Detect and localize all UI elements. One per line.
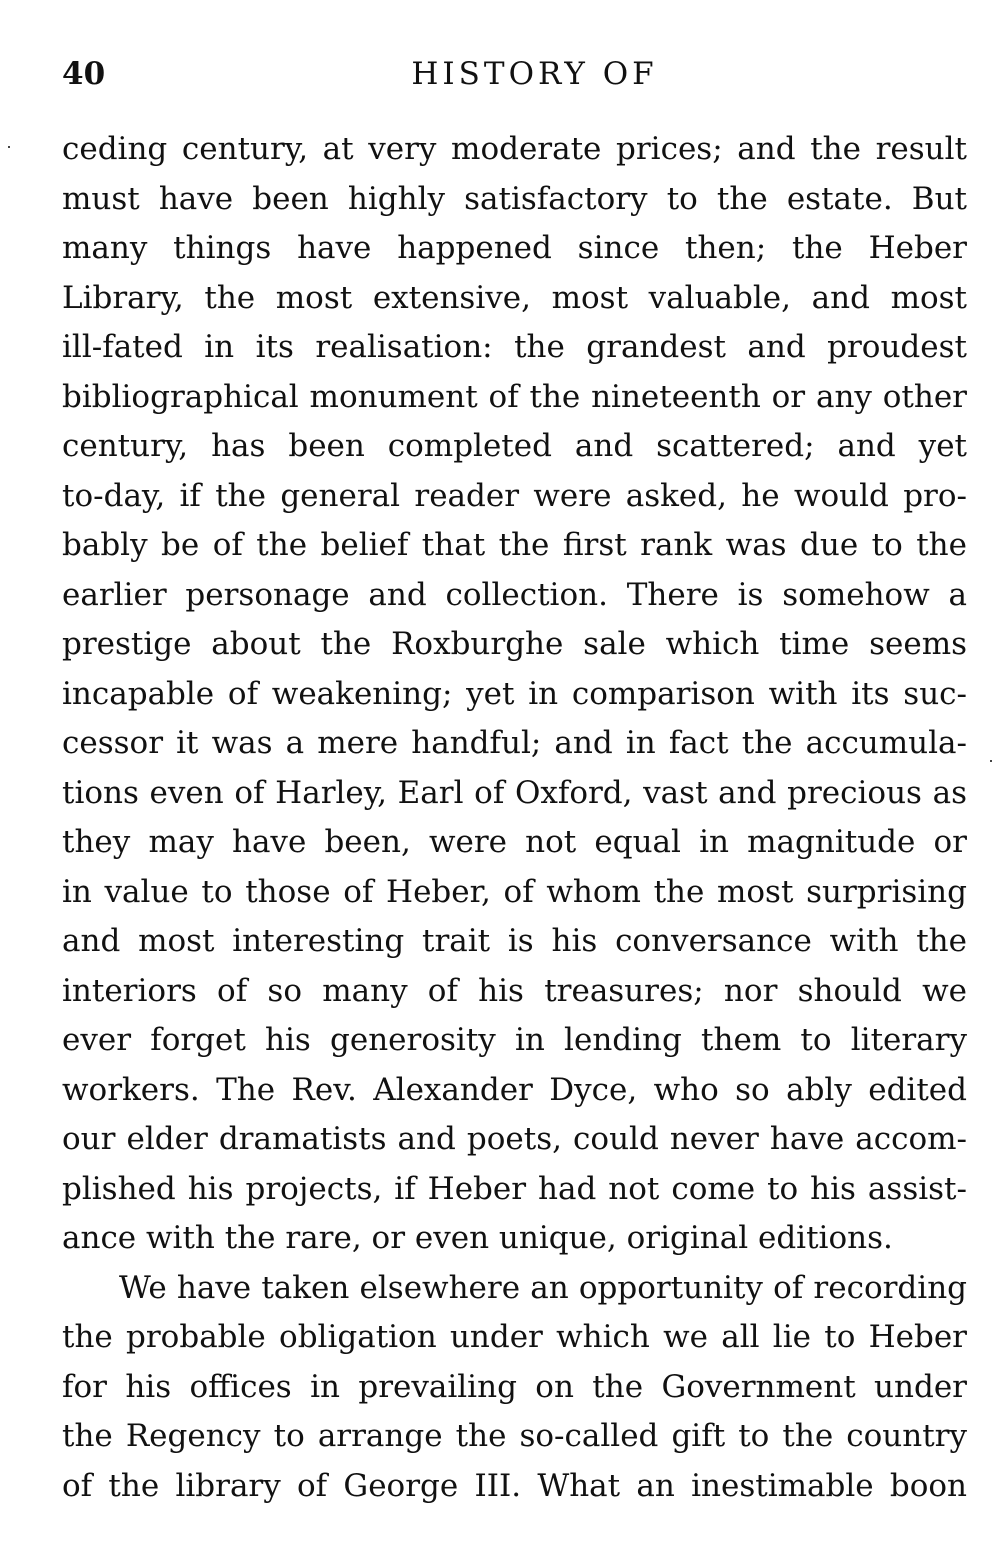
text-line: they may have been, were not equal in magnitude or [62,824,967,860]
body-text [62,125,967,1511]
text-line: to-day, if the general reader were asked, he would pro- [62,477,967,514]
text-line: for his offices in prevailing on the Government under [62,1368,967,1405]
text-line: ill-fated in its realisation: the grandest and proudest [62,329,967,365]
text-line: in value to those of Heber, of whom the most surprising [62,873,967,910]
text-line: must have been highly satisfactory to the estate. But [62,180,967,217]
text-line: We have taken elsewhere an opportunity of recording [119,1269,967,1306]
text-line: of the library of George III. What an inestimable boon [62,1467,967,1504]
text-line: earlier personage and collection. There is somehow a [62,576,967,613]
text-line: tions even of Harley, Earl of Oxford, vast and precious as [62,774,967,811]
text-line: and most interesting trait is his conversance with the [62,923,967,959]
text-line: ance with the rare, or even unique, original editions. [62,1220,893,1256]
text-line: cessor it was a mere handful; and in fact the accumula- [62,725,967,761]
text-line: our elder dramatists and poets, could never have accom- [62,1121,967,1157]
page-number: 40 [62,56,106,92]
text-line: plished his projects, if Heber had not come to his assist- [62,1170,967,1207]
running-head [62,56,967,100]
text-line: many things have happened since then; the Heber [62,230,967,266]
scan-speck [990,760,992,762]
paragraph [62,125,967,1264]
paragraph [62,1264,967,1512]
text-line: Library, the most extensive, most valuable, and most [62,279,967,316]
text-line: ever forget his generosity in lending them to literary [62,1022,967,1058]
text-line: the probable obligation under which we all lie to Heber [62,1319,967,1355]
text-line: bably be of the belief that the first rank was due to the [62,527,967,563]
text-line: ceding century, at very moderate prices; and the result [62,131,967,167]
text-line: the Regency to arrange the so-called gift to the country [62,1418,967,1454]
text-line: bibliographical monument of the nineteenth or any other [62,378,967,415]
text-line: interiors of so many of his treasures; nor should we [62,972,967,1009]
text-line: incapable of weakening; yet in comparison with its suc- [62,675,967,712]
scan-speck [8,146,10,148]
text-line: workers. The Rev. Alexander Dyce, who so ably edited [62,1071,967,1108]
text-line: prestige about the Roxburghe sale which time seems [62,626,967,662]
running-title: HISTORY OF [411,56,658,92]
text-line: century, has been completed and scattered; and yet [62,428,967,464]
